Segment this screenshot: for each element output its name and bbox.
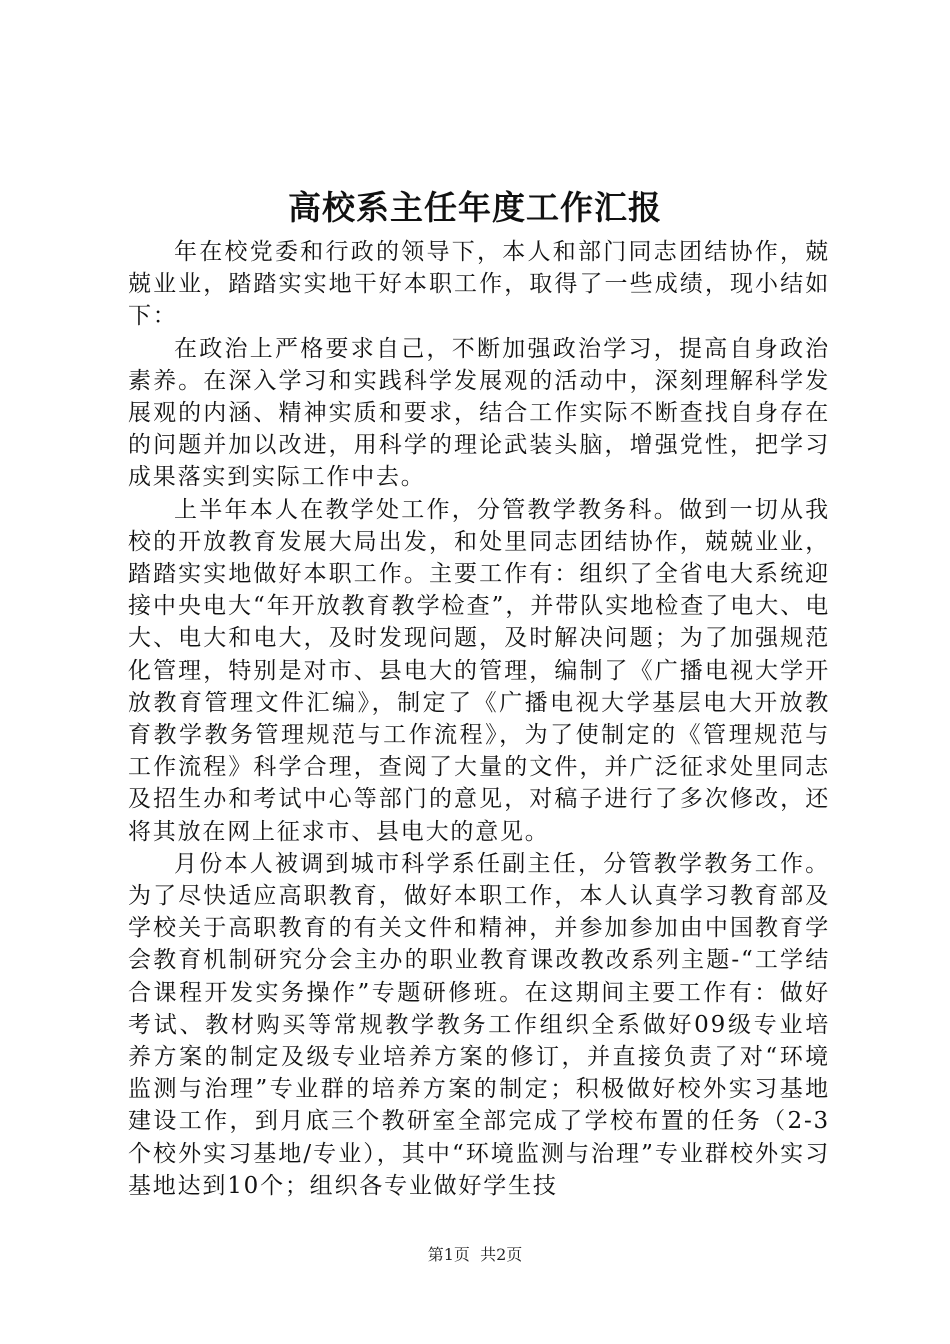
- document-body: [128, 236, 830, 1202]
- paragraph-political-study: 在政治上严格要求自己，不断加强政治学习，提高自身政治素养。在深入学习和实践科学发展观的活动中，深刻理解科学发展观的内涵、精神实质和要求，结合工作实际不断查找自身存在的问题并加以改进，用科学的理论武装头脑，增强党性，把学习成果落实到实际工作中去。: [128, 335, 830, 491]
- page-footer: [0, 1244, 950, 1266]
- paragraph-first-half-year-work: 上半年本人在教学处工作，分管教学教务科。做到一切从我校的开放教育发展大局出发，和处里同志团结协作，兢兢业业，踏踏实实地做好本职工作。主要工作有：组织了全省电大系统迎接中央电大“年开放教育教学检查”，并带队实地检查了电大、电大、电大和电大，及时发现问题，及时解决问题；为了加强规范化管理，特别是对市、县电大的管理，编制了《广播电视大学开放教育管理文件汇编》，制定了《广播电视大学基层电大开放教育教学教务管理规范与工作流程》，为了使制定的《管理规范与工作流程》科学合理，查阅了大量的文件，并广泛征求处里同志及招生办和考试中心等部门的意见，对稿子进行了多次修改，还将其放在网上征求市、县电大的意见。: [128, 496, 830, 845]
- paragraph-department-work: 月份本人被调到城市科学系任副主任，分管教学教务工作。为了尽快适应高职教育，做好本职工作，本人认真学习教育部及学校关于高职教育的有关文件和精神，并参加参加由中国教育学会教育机制研究分会主办的职业教育课改教改系列主题-“工学结合课程开发实务操作”专题研修班。在这期间主要工作有：做好考试、教材购买等常规教学教务工作组织全系做好09级专业培养方案的制定及级专业培养方案的修订，并直接负责了对“环境监测与治理”专业群的培养方案的制定；积极做好校外实习基地建设工作，到月底三个教研室全部完成了学校布置的任务（2-3个校外实习基地/专业），其中“环境监测与治理”专业群校外实习基地达到10个；组织各专业做好学生技: [128, 850, 830, 1199]
- document-title: 高校系主任年度工作汇报: [288, 188, 662, 227]
- page-number-label: 第1页 共2页: [427, 1245, 523, 1264]
- paragraph-intro: 年在校党委和行政的领导下，本人和部门同志团结协作，兢兢业业，踏踏实实地干好本职工作，取得了一些成绩，现小结如下：: [128, 239, 830, 330]
